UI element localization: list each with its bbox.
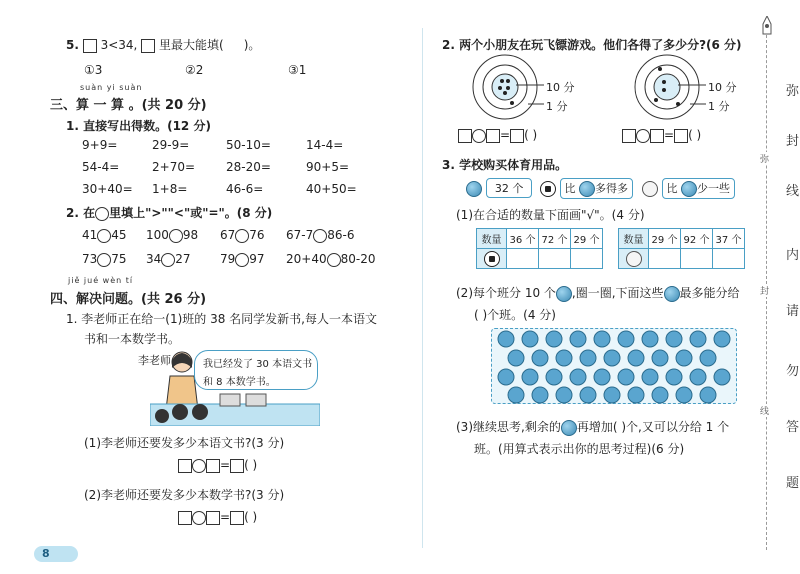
binding-small-char: 封: [760, 284, 769, 297]
answer-box[interactable]: [674, 129, 688, 143]
basketball-icon: [690, 369, 706, 385]
calc-item: 14-4=: [306, 138, 344, 152]
basketball-icon: [652, 350, 668, 366]
binding-char: 封: [786, 134, 800, 149]
check-cell[interactable]: [649, 249, 681, 269]
calc-item: 28-20=: [226, 160, 271, 174]
compare-circle[interactable]: [235, 253, 249, 267]
basketball-icon: [676, 387, 692, 403]
label-1-point: 1 分: [546, 100, 568, 113]
binding-char: 答: [786, 420, 800, 435]
basketball-icon: [714, 369, 730, 385]
volleyball-icon: [626, 251, 642, 267]
basketball-icon: [618, 369, 634, 385]
operator-circle[interactable]: [192, 511, 206, 525]
speech-bubble: 我已经发了 30 本语文书 和 8 本数学书。: [194, 350, 318, 390]
basketball-icon: [681, 181, 697, 197]
basketball-icon: [466, 181, 482, 197]
circle-icon: [95, 207, 109, 221]
check-cell[interactable]: [681, 249, 713, 269]
section-3-title: 三、算 一 算 。(共 20 分): [50, 98, 207, 113]
basketball-icon: [594, 331, 610, 347]
answer-box[interactable]: [650, 129, 664, 143]
binding-char: 内: [786, 248, 800, 263]
calc-item: 9+9=: [82, 138, 118, 152]
compare-circle[interactable]: [327, 253, 341, 267]
binding-small-char: 线: [760, 404, 769, 417]
basketball-icon: [508, 387, 524, 403]
binding-small-char: 弥: [760, 152, 769, 165]
section-4-pinyin: jiě jué wèn tí: [68, 276, 134, 285]
shopping-question-title: 3. 学校购买体育用品。: [442, 158, 568, 172]
basketball-icon: [714, 331, 730, 347]
calc-item: 1+8=: [152, 182, 188, 196]
calc-item: 46-6=: [226, 182, 264, 196]
basketball-icon: [664, 286, 680, 302]
answer-box[interactable]: [178, 459, 192, 473]
basketball-icon: [546, 369, 562, 385]
volleyball-icon: [642, 181, 658, 197]
compare-item: 41 45: [82, 228, 127, 242]
calc-item: 2+70=: [152, 160, 196, 174]
binding-strip: [756, 0, 800, 574]
basketball-icon: [580, 350, 596, 366]
volleyball-less-than: 比 少一些: [642, 178, 735, 199]
basketball-icon: [700, 387, 716, 403]
basketball-icon: [594, 369, 610, 385]
answer-box[interactable]: [83, 39, 97, 53]
basketball-icon: [666, 369, 682, 385]
answer-box[interactable]: [230, 511, 244, 525]
compare-item: 67-7 86-6: [286, 228, 355, 242]
equation-row: = ( ): [622, 128, 701, 143]
basketball-icon: [570, 331, 586, 347]
equation-row: = ( ): [178, 458, 257, 473]
answer-box[interactable]: [622, 129, 636, 143]
compare-item: 73 75: [82, 252, 127, 266]
calc-item: 30+40=: [82, 182, 133, 196]
basketball-count: 32 个: [466, 178, 532, 198]
answer-box[interactable]: [206, 459, 220, 473]
compare-circle[interactable]: [235, 229, 249, 243]
binding-char: 弥: [786, 84, 800, 99]
compare-item: 79 97: [220, 252, 265, 266]
check-cell[interactable]: [507, 249, 539, 269]
soccer-more-than: 比 多得多: [540, 178, 633, 199]
soccer-ball-icon: [484, 251, 500, 267]
problem-1-line1: 1. 李老师正在给一(1)班的 38 名同学发新书,每人一本语文: [66, 312, 377, 326]
compare-circle[interactable]: [97, 253, 111, 267]
compare-circle[interactable]: [313, 229, 327, 243]
basketball-icon: [628, 387, 644, 403]
binding-char: 题: [786, 476, 800, 491]
basketball-icon: [556, 387, 572, 403]
operator-circle[interactable]: [192, 459, 206, 473]
teacher-label: 李老师: [138, 354, 171, 367]
operator-circle[interactable]: [636, 129, 650, 143]
compare-circle[interactable]: [97, 229, 111, 243]
answer-box[interactable]: [458, 129, 472, 143]
rocket-icon: [760, 16, 774, 40]
basketball-icon: [652, 387, 668, 403]
q1-title: 1. 直接写出得数。(12 分): [66, 119, 211, 133]
binding-char: 请: [786, 304, 800, 319]
sub-question-2: (2)李老师还要发多少本数学书?(3 分): [84, 488, 285, 502]
basketball-icon: [666, 331, 682, 347]
calc-item: 90+5=: [306, 160, 350, 174]
compare-circle[interactable]: [169, 229, 183, 243]
sub-question-1: (1)在合适的数量下面画"√"。(4 分): [456, 208, 645, 222]
compare-circle[interactable]: [161, 253, 175, 267]
answer-box[interactable]: [230, 459, 244, 473]
section-3-pinyin: suàn yi suàn: [80, 83, 143, 92]
operator-circle[interactable]: [472, 129, 486, 143]
calc-item: 29-9=: [152, 138, 190, 152]
answer-box[interactable]: [510, 129, 524, 143]
label-10-points: 10 分: [708, 81, 737, 94]
option-c: ③1: [288, 63, 307, 77]
page-number: 8: [34, 546, 78, 562]
sub-question-2-line1: (2)每个班分 10 个 ,圈一圈,下面这些 最多能分给: [456, 286, 740, 300]
basketball-icon: [532, 350, 548, 366]
basketball-icon: [532, 387, 548, 403]
basketball-icon: [642, 369, 658, 385]
calc-item: 40+50=: [306, 182, 357, 196]
soccer-ball-icon: [540, 181, 556, 197]
compare-item: 100 98: [146, 228, 199, 242]
binding-char: 勿: [786, 364, 800, 379]
equation-row: = ( ): [178, 510, 257, 525]
compare-item: 20+40 80-20: [286, 252, 376, 266]
basketball-icon: [642, 331, 658, 347]
sub-question-1: (1)李老师还要发多少本语文书?(3 分): [84, 436, 285, 450]
basketball-icon: [618, 331, 634, 347]
basketball-icon: [690, 331, 706, 347]
basketball-icon: [570, 369, 586, 385]
answer-box[interactable]: [486, 129, 500, 143]
question-5: 5. 3<34, 里最大能填( )。: [66, 38, 261, 52]
basketball-icon: [546, 331, 562, 347]
equation-row: = ( ): [458, 128, 537, 143]
basketball-icon: [556, 286, 572, 302]
check-cell[interactable]: [571, 249, 603, 269]
section-4-title: 四、解决问题。(共 26 分): [50, 292, 207, 307]
basketball-icon: [508, 350, 524, 366]
basketball-icon: [580, 387, 596, 403]
basketball-icon: [556, 350, 572, 366]
answer-box[interactable]: [141, 39, 155, 53]
check-cell[interactable]: [539, 249, 571, 269]
sub-question-3-line1: (3)继续思考,剩余的 再增加( )个,又可以分给 1 个: [456, 420, 730, 434]
option-a: ①3: [84, 63, 103, 77]
calc-item: 54-4=: [82, 160, 120, 174]
basketball-group[interactable]: [491, 328, 737, 404]
basketball-icon: [604, 350, 620, 366]
basketball-icon: [498, 331, 514, 347]
soccer-count-table: 数量 36 个 72 个 29 个: [476, 228, 603, 269]
basketball-icon: [561, 420, 577, 436]
binding-char: 线: [786, 184, 800, 199]
dart-question-title: 2. 两个小朋友在玩飞镖游戏。他们各得了多少分?(6 分): [442, 38, 742, 52]
basketball-icon: [676, 350, 692, 366]
basketball-icon: [522, 369, 538, 385]
label-10-points: 10 分: [546, 81, 575, 94]
basketball-icon: [498, 369, 514, 385]
basketball-icon: [604, 387, 620, 403]
problem-1-line2: 书和一本数学书。: [84, 332, 181, 346]
label-1-point: 1 分: [708, 100, 730, 113]
basketball-icon: [700, 350, 716, 366]
answer-box[interactable]: [178, 511, 192, 525]
sub-question-2-line2: ( )个班。(4 分): [474, 308, 556, 322]
calc-item: 50-10=: [226, 138, 271, 152]
basketball-icon: [628, 350, 644, 366]
compare-item: 67 76: [220, 228, 265, 242]
basketball-icon: [579, 181, 595, 197]
option-b: ②2: [185, 63, 204, 77]
q2-title: 2. 在 里填上">""<"或"="。(8 分): [66, 206, 273, 220]
answer-box[interactable]: [206, 511, 220, 525]
page-divider: [422, 28, 423, 548]
basketball-icon: [522, 331, 538, 347]
check-cell[interactable]: [713, 249, 745, 269]
compare-item: 34 27: [146, 252, 191, 266]
sub-question-3-line2: 班。(用算式表示出你的思考过程)(6 分): [474, 442, 685, 456]
volleyball-count-table: 数量 29 个 92 个 37 个: [618, 228, 745, 269]
basketball-cluster: [492, 329, 738, 405]
